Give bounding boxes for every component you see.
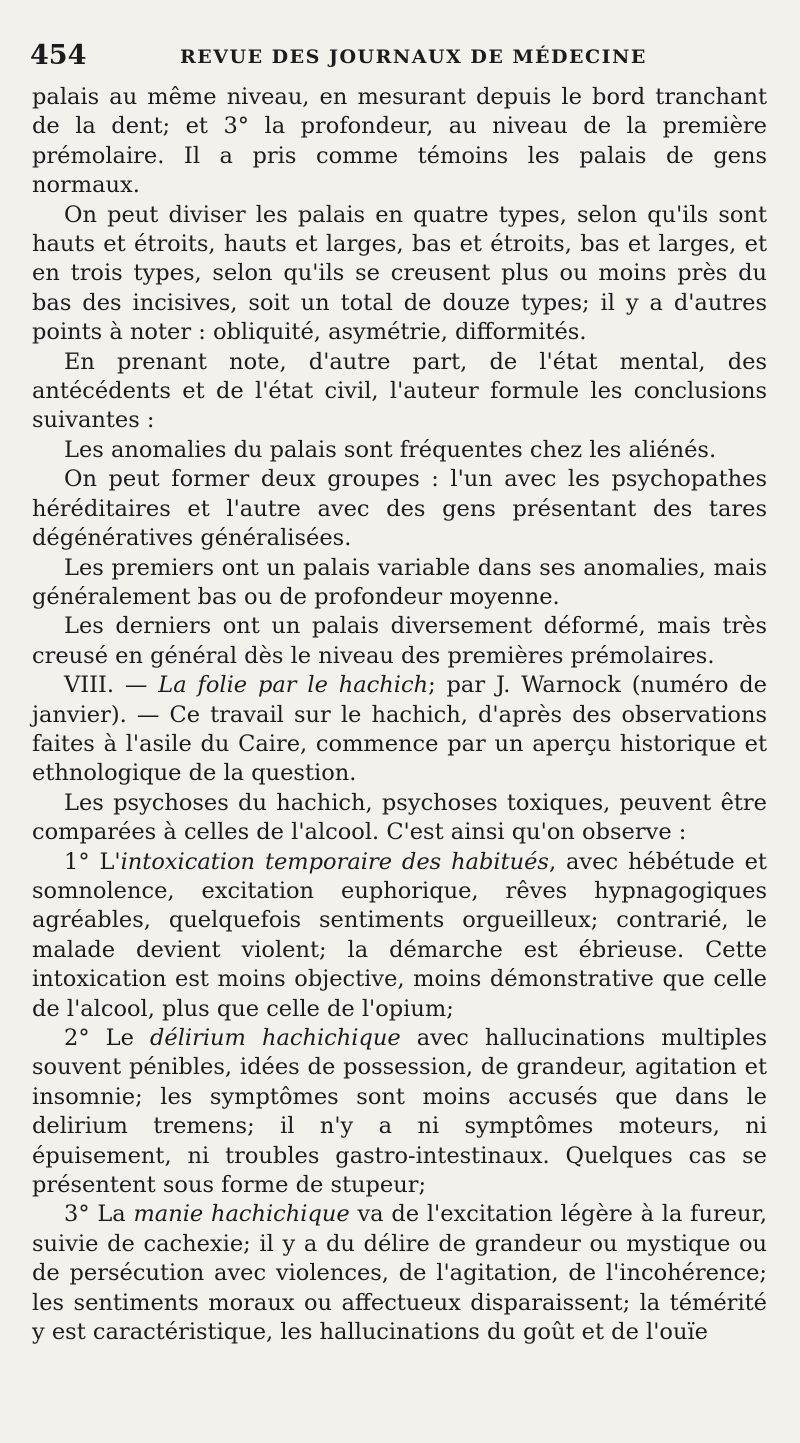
paragraph: palais au même niveau, en mesurant depuis le bord tranchant de la dent; et 3° la profondeur, au niveau de la première prémolaire. Il a pris comme témoins les palais de gens normaux. bbox=[32, 84, 767, 199]
paragraph: Les derniers ont un palais diversement déformé, mais très creusé en général dès le niveau des premières prémolaires. bbox=[32, 613, 767, 669]
list-item-title: intoxication temporaire des habitués bbox=[120, 848, 549, 875]
list-item-2 bbox=[32, 1024, 767, 1200]
list-item-1 bbox=[32, 848, 767, 1024]
paragraph: On peut diviser les palais en quatre types, selon qu'ils sont hauts et étroits, hauts et larges, bas et étroits, bas et larges, et en trois types, selon qu'ils se creusent plus ou moins près du bas des incisives, soit un total de douze types; il y a d'autres points à noter : obliquité, asymétrie, difformités. bbox=[32, 201, 767, 346]
section-number: VIII. — bbox=[64, 672, 159, 699]
list-item-title: manie hachichique bbox=[133, 1201, 350, 1228]
paragraph: On peut former deux groupes : l'un avec les psychopathes héréditaires et l'autre avec des gens présentant des tares dégénératives généralisées. bbox=[32, 466, 767, 552]
section-title: La folie par le hachich bbox=[158, 672, 429, 699]
paragraph: Les premiers ont un palais variable dans ses anomalies, mais généralement bas ou de profondeur moyenne. bbox=[32, 554, 767, 610]
list-item-3 bbox=[32, 1200, 767, 1347]
list-item-text: va de l'excitation légère à la fureur, suivie de cachexie; il y a du délire de grandeur ou mystique ou de persécution avec violences, de l'agitation, de l'incohérence; les sentiments moraux ou affectueux disparaissent; la témérité y est caractéristique, les hallucinations du goût et de l'ouïe bbox=[32, 1201, 767, 1346]
list-item-title: délirium hachichique bbox=[150, 1025, 401, 1051]
list-number: 2° Le bbox=[64, 1025, 150, 1051]
page-header bbox=[30, 38, 770, 78]
list-item-text: , avec hébétude et somnolence, excitation euphorique, rêves hypnagogiques agréables, quelquefois sentiments orgueilleux; contrarié, le malade devient violent; la démarche est ébrieuse. Cette intoxication est moins objective, moins démonstrative que celle de l'alcool, plus que celle de l'opium; bbox=[32, 848, 767, 1022]
paragraph: Les psychoses du hachich, psychoses toxiques, peuvent être comparées à celles de l'alcool. C'est ainsi qu'on observe : bbox=[32, 789, 767, 846]
paragraph-section-viii bbox=[32, 671, 767, 789]
page-number: 454 bbox=[30, 40, 87, 71]
list-number: 1° L' bbox=[64, 848, 121, 875]
running-title: REVUE DES JOURNAUX DE MÉDECINE bbox=[180, 46, 647, 68]
paragraph: Les anomalies du palais sont fréquentes chez les aliénés. bbox=[64, 436, 717, 463]
paragraph: En prenant note, d'autre part, de l'état mental, des antécédents et de l'état civil, l'auteur formule les conclusions suivantes : bbox=[32, 348, 767, 434]
article-body bbox=[32, 83, 767, 1347]
list-number: 3° La bbox=[64, 1201, 134, 1228]
section-text: ; par J. Warnock (numéro de janvier). — Ce travail sur le hachich, d'après des observations faites à l'asile du Caire, commence par un aperçu historique et ethnologique de la question. bbox=[32, 672, 767, 787]
list-item-text: avec hallucinations multiples souvent pénibles, idées de possession, de grandeur, agitation et insomnie; les symptômes sont moins accusés que dans le delirium tremens; il n'y a ni symptômes moteurs, ni épuisement, ni troubles gastro-intestinaux. Quelques cas se présentent sous forme de stupeur; bbox=[32, 1025, 767, 1199]
